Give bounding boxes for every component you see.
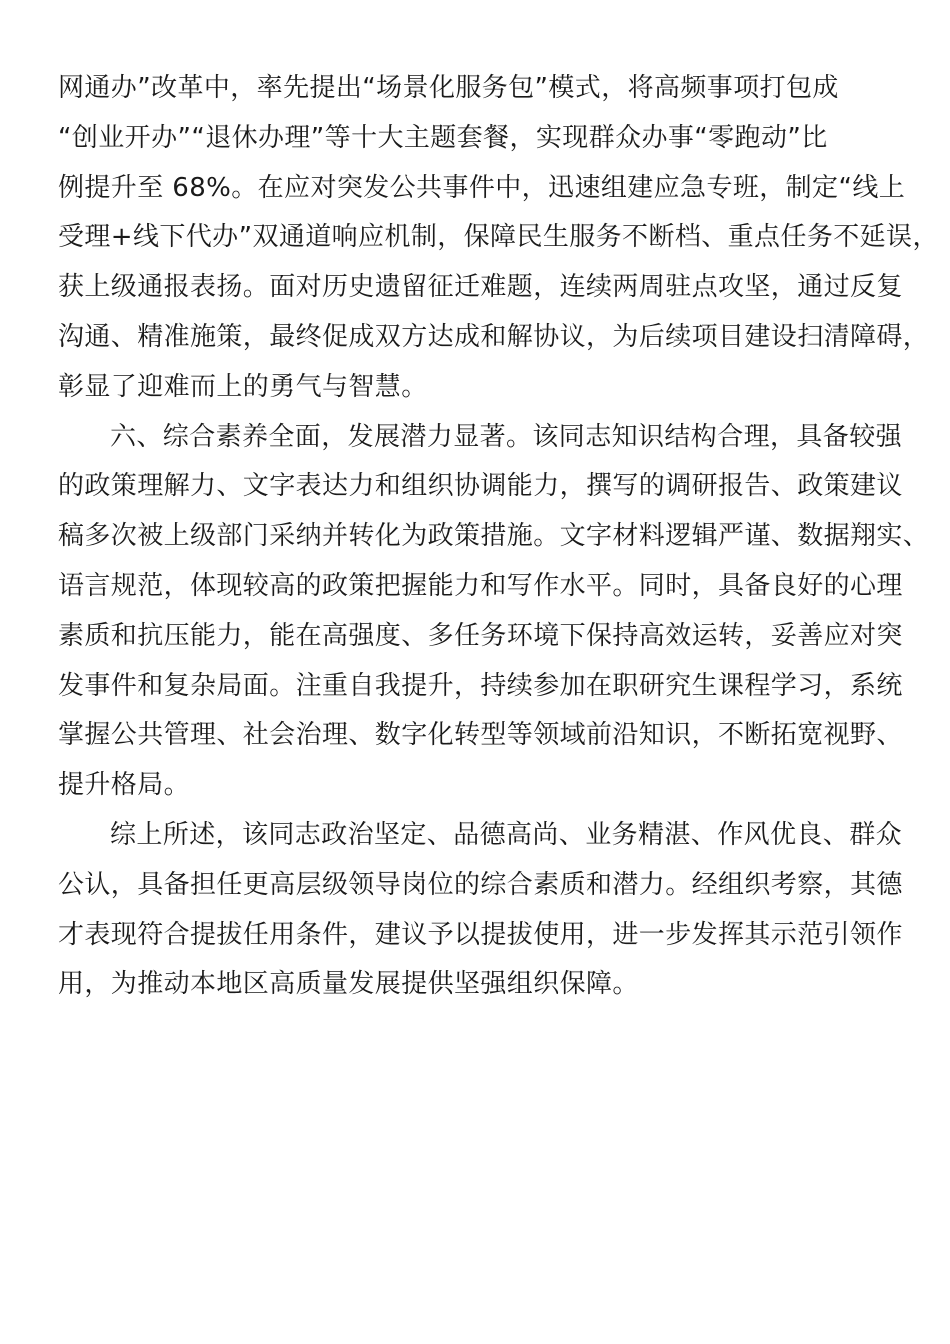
text-line: 提升格局。 — [58, 770, 191, 801]
text-line: 素质和抗压能力，能在高强度、多任务环境下保持高效运转，妥善应对突 — [58, 620, 903, 651]
text-line: “创业开办”“退休办理”等十大主题套餐，实现群众办事“零跑动”比 — [58, 122, 828, 153]
text-line: 受理+线下代办”双通道响应机制，保障民生服务不断档、重点任务不延误， — [58, 222, 939, 253]
text-line: 公认，具备担任更高层级领导岗位的综合素质和潜力。经组织考察，其德 — [58, 869, 903, 900]
text-line: 获上级通报表扬。面对历史遗留征迁难题，连续两周驻点攻坚，通过反复 — [58, 272, 903, 303]
text-line: 语言规范，体现较高的政策把握能力和写作水平。同时，具备良好的心理 — [58, 570, 903, 601]
paragraph-start-line: 六、综合素养全面，发展潜力显著。该同志知识结构合理，具备较强 — [110, 421, 903, 452]
text-line: 才表现符合提拔任用条件，建议予以提拔使用，进一步发挥其示范引领作 — [58, 919, 903, 950]
text-line: 彰显了迎难而上的勇气与智慧。 — [58, 371, 428, 402]
text-line: 稿多次被上级部门采纳并转化为政策措施。文字材料逻辑严谨、数据翔实、 — [58, 521, 930, 552]
paragraph-start-line: 综上所述，该同志政治坚定、品德高尚、业务精湛、作风优良、群众 — [110, 819, 903, 850]
text-line: 沟通、精准施策，最终促成双方达成和解协议，为后续项目建设扫清障碍， — [58, 321, 930, 352]
text-line: 网通办”改革中，率先提出“场景化服务包”模式，将高频事项打包成 — [58, 73, 839, 103]
document-body — [58, 64, 939, 1010]
text-line: 用，为推动本地区高质量发展提供坚强组织保障。 — [58, 969, 639, 1000]
text-line: 例提升至 68%。在应对突发公共事件中，迅速组建应急专班，制定“线上 — [58, 172, 906, 203]
text-line: 的政策理解力、文字表达力和组织协调能力，撰写的调研报告、政策建议 — [58, 471, 903, 502]
text-line: 发事件和复杂局面。注重自我提升，持续参加在职研究生课程学习，系统 — [58, 670, 903, 701]
text-line: 掌握公共管理、社会治理、数字化转型等领域前沿知识，不断拓宽视野、 — [58, 720, 903, 751]
